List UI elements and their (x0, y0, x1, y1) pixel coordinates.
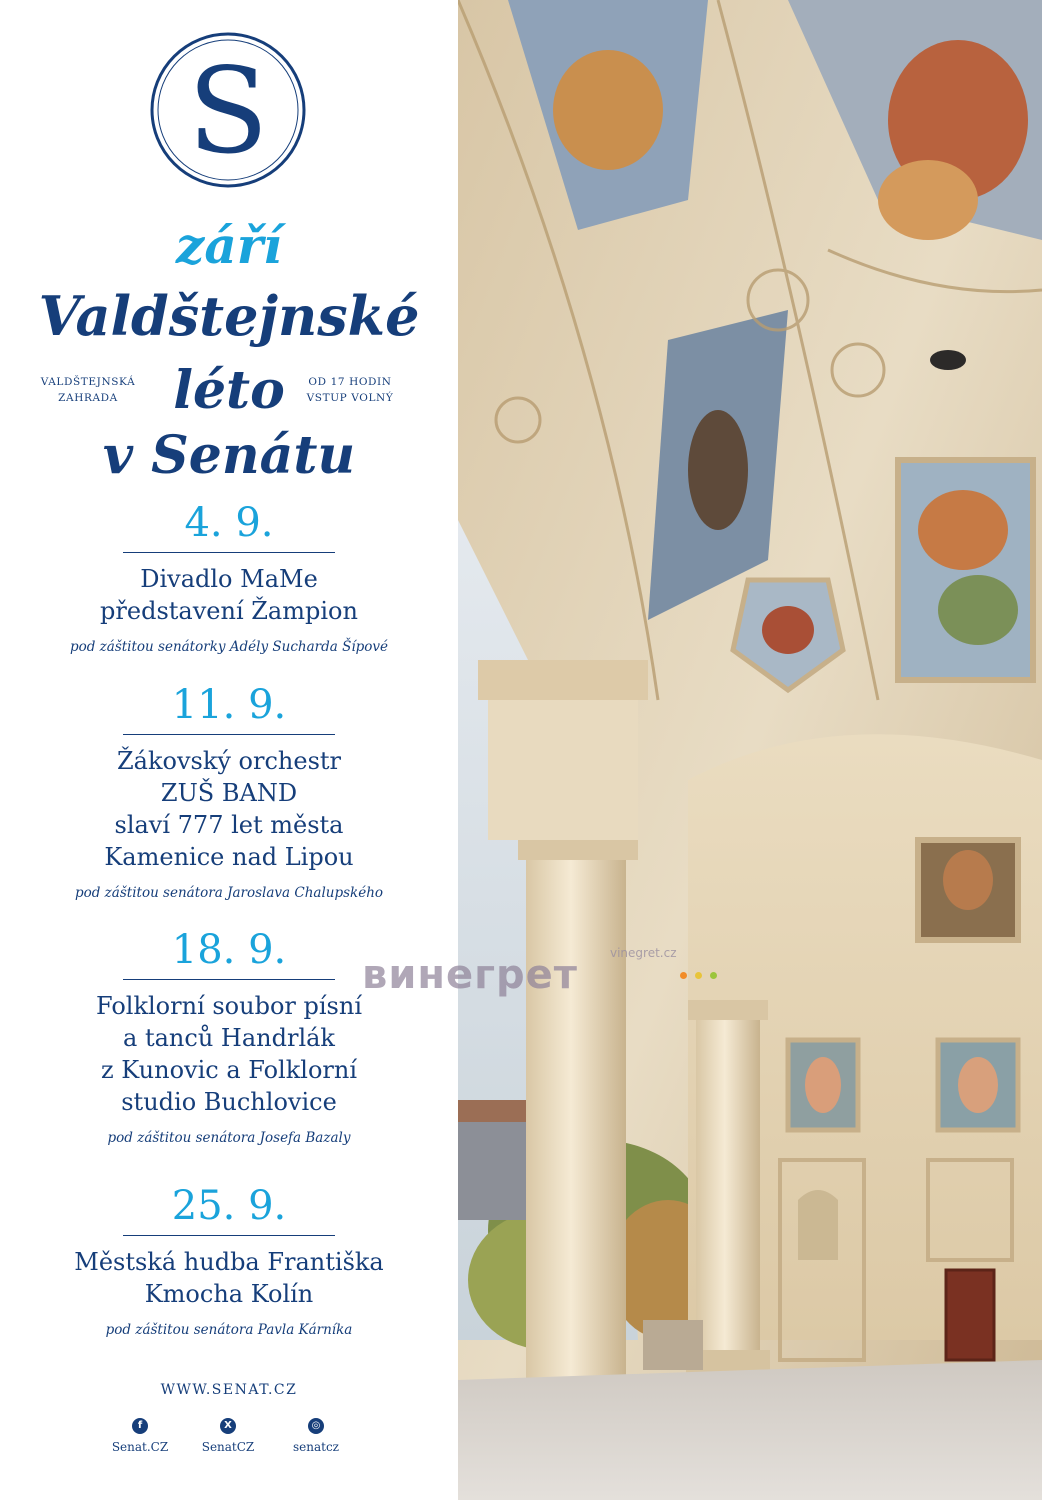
title-line-2: léto (173, 360, 285, 421)
event-item (0, 927, 458, 1148)
event-name-line: slaví 777 let města (114, 811, 344, 839)
divider (123, 1235, 335, 1236)
divider (123, 552, 335, 553)
title-line-3: v Senátu (102, 425, 356, 486)
event-patron: pod záštitou senátora Josefa Bazaly (107, 1130, 351, 1146)
divider (123, 979, 335, 980)
event-item (0, 500, 458, 657)
event-item (0, 1183, 458, 1340)
event-date: 18. 9. (171, 927, 287, 973)
event-name-line: Divadlo MaMe (140, 565, 318, 593)
venue-line-1: VALDŠTEJNSKÁ (40, 376, 136, 388)
instagram-icon: ◎ (308, 1418, 324, 1434)
event-date: 11. 9. (171, 682, 287, 728)
social-x[interactable] (188, 1418, 268, 1454)
month-heading: září (175, 216, 283, 275)
logo-letter: S (187, 42, 269, 180)
event-name-line: Folklorní soubor písní (96, 992, 362, 1020)
event-patron: pod záštitou senátora Pavla Kárníka (105, 1322, 353, 1338)
event-name-line: Žákovský orchestr (116, 747, 342, 775)
senat-logo (148, 30, 308, 190)
event-name-line: představení Žampion (100, 597, 358, 625)
event-name-line: Kamenice nad Lipou (104, 843, 354, 871)
facebook-icon: f (132, 1418, 148, 1434)
event-patron: pod záštitou senátorky Adély Sucharda Šípové (69, 639, 389, 655)
poster-text-column (0, 0, 458, 1500)
social-handle: SenatCZ (201, 1440, 255, 1454)
event-date: 4. 9. (184, 500, 274, 546)
social-handle: Senat.CZ (111, 1440, 169, 1454)
event-name-line: a tanců Handrlák (123, 1024, 335, 1052)
divider (123, 734, 335, 735)
website-link[interactable]: WWW.SENAT.CZ (160, 1382, 298, 1398)
venue-line-2: ZAHRADA (58, 392, 118, 404)
social-links (100, 1418, 358, 1468)
watermark-small-text: vinegret.cz (610, 946, 677, 960)
title-line-1: Valdštejnské (38, 284, 420, 348)
event-name-line: studio Buchlovice (121, 1088, 337, 1116)
event-date: 25. 9. (171, 1183, 287, 1229)
time-line-1: OD 17 HODIN (308, 376, 392, 388)
event-name-line: Kmocha Kolín (144, 1280, 314, 1308)
time-line-2: VSTUP VOLNÝ (306, 392, 394, 404)
event-patron: pod záštitou senátora Jaroslava Chalupského (74, 885, 384, 901)
social-handle: senatcz (292, 1440, 339, 1454)
social-facebook[interactable] (100, 1418, 180, 1454)
event-name-line: z Kunovic a Folklorní (100, 1056, 358, 1084)
venue-info (36, 374, 140, 406)
time-info (294, 374, 406, 406)
loggia-photo (458, 0, 1042, 1500)
social-instagram[interactable] (276, 1418, 356, 1454)
x-icon: X (220, 1418, 236, 1434)
watermark-text: винегрет (362, 952, 578, 998)
event-item (0, 682, 458, 903)
event-name-line: ZUŠ BAND (160, 779, 298, 807)
event-name-line: Městská hudba Františka (74, 1248, 384, 1276)
